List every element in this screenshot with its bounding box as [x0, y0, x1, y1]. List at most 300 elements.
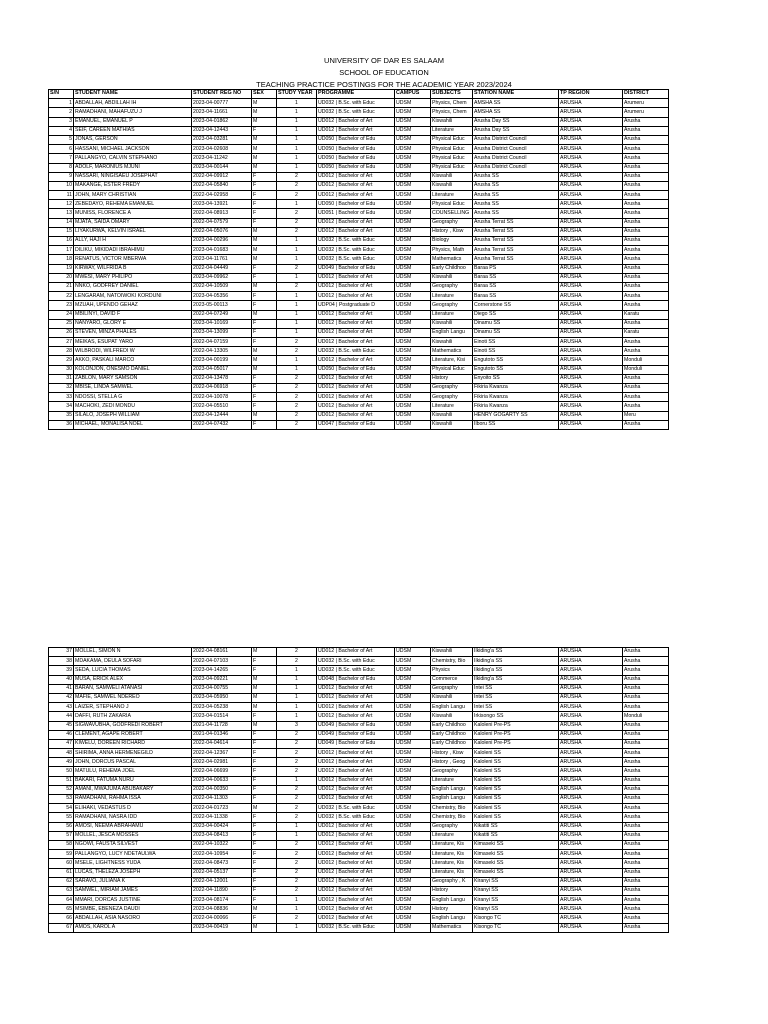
programme-cell: UD012 | Bachelor of Art: [317, 785, 395, 794]
sn-cell: 24: [49, 310, 74, 319]
district-cell: Arusha: [623, 923, 669, 932]
programme-cell: UD012 | Bachelor of Art: [317, 767, 395, 776]
programme-cell: UD012 | Bachelor of Art: [317, 227, 395, 236]
programme-cell: UD012 | Bachelor of Art: [317, 648, 395, 657]
student-name-cell: MMARI, DORCAS JUSTINE: [74, 896, 192, 905]
tp-region-cell: ARUSHA: [559, 914, 623, 923]
district-cell: Arusha: [623, 393, 669, 402]
table-row: [49, 749, 669, 758]
sex-cell: F: [252, 374, 277, 383]
subjects-cell: Geography: [431, 218, 473, 227]
table-row: [49, 831, 669, 840]
station-name-cell: Kaloleni SS: [473, 776, 559, 785]
campus-cell: UDSM: [395, 292, 431, 301]
student-name-cell: MATULU, REHEMA JOEL: [74, 767, 192, 776]
student-name-cell: SILALO, JOSEPH WILLIAM: [74, 411, 192, 420]
campus-cell: UDSM: [395, 420, 431, 429]
tp-region-cell: ARUSHA: [559, 877, 623, 886]
subjects-cell: Physical Educ: [431, 135, 473, 144]
sn-cell: 6: [49, 145, 74, 154]
study-year-cell: 2: [277, 648, 317, 657]
reg-no-cell: 2022-04-10078: [192, 393, 252, 402]
sn-cell: 18: [49, 255, 74, 264]
table-row: [49, 684, 669, 693]
campus-cell: UDSM: [395, 840, 431, 849]
sn-cell: 40: [49, 675, 74, 684]
sex-cell: M: [252, 117, 277, 126]
student-name-cell: MZUAH, UPENDO GEHAZ: [74, 301, 192, 310]
sex-cell: F: [252, 402, 277, 411]
reg-no-cell: 2022-04-04614: [192, 739, 252, 748]
student-name-cell: WILBRODI, WILFREDI W: [74, 347, 192, 356]
programme-cell: UD012 | Bachelor of Art: [317, 840, 395, 849]
programme-cell: UD051 | Bachelor of Edu: [317, 209, 395, 218]
station-name-cell: Cornerstone SS: [473, 301, 559, 310]
district-cell: Arusha: [623, 338, 669, 347]
programme-cell: UD012 | Bachelor of Art: [317, 282, 395, 291]
study-year-cell: 1: [277, 154, 317, 163]
tp-region-cell: ARUSHA: [559, 749, 623, 758]
student-name-cell: MACHOKI, ZEDI MONDU: [74, 402, 192, 411]
campus-cell: UDSM: [395, 328, 431, 337]
district-cell: Arusha: [623, 255, 669, 264]
district-cell: Arusha: [623, 264, 669, 273]
sn-cell: 27: [49, 338, 74, 347]
student-name-cell: MUSA, ERICK ALEX: [74, 675, 192, 684]
sex-cell: M: [252, 648, 277, 657]
study-year-cell: 1: [277, 365, 317, 374]
tp-region-cell: ARUSHA: [559, 776, 623, 785]
subjects-cell: Kiswahili: [431, 411, 473, 420]
station-name-cell: Ilkiding'a SS: [473, 657, 559, 666]
sex-cell: M: [252, 145, 277, 154]
subjects-cell: English Langu: [431, 795, 473, 804]
station-name-cell: Kaloleni Pre-PS: [473, 721, 559, 730]
station-name-cell: Fikiria Kwanza: [473, 393, 559, 402]
campus-cell: UDSM: [395, 813, 431, 822]
station-name-cell: Fikiria Kwanza: [473, 402, 559, 411]
study-year-cell: 2: [277, 338, 317, 347]
programme-cell: UD050 | Bachelor of Edu: [317, 200, 395, 209]
sex-cell: F: [252, 758, 277, 767]
programme-cell: UD012 | Bachelor of Art: [317, 822, 395, 831]
campus-cell: UDSM: [395, 145, 431, 154]
station-name-cell: Arusha SS: [473, 191, 559, 200]
sex-cell: F: [252, 273, 277, 282]
tp-region-cell: ARUSHA: [559, 356, 623, 365]
sn-cell: 53: [49, 795, 74, 804]
sn-cell: 16: [49, 237, 74, 246]
student-name-cell: RAMADHANI, MAHAFUZU J: [74, 108, 192, 117]
station-name-cell: Ilboru SS: [473, 420, 559, 429]
programme-cell: UD012 | Bachelor of Art: [317, 749, 395, 758]
district-cell: Arusha: [623, 703, 669, 712]
sex-cell: M: [252, 411, 277, 420]
student-name-cell: MUNISS, FLORENCE A: [74, 209, 192, 218]
programme-cell: UD012 | Bachelor of Art: [317, 684, 395, 693]
reg-no-cell: 2023-04-00777: [192, 99, 252, 108]
campus-cell: UDSM: [395, 739, 431, 748]
district-cell: Arusha: [623, 795, 669, 804]
student-name-cell: MDAKAMA, DEULA SOFARI: [74, 657, 192, 666]
table-row: [49, 730, 669, 739]
student-name-cell: SEDA, LUCIA THOMAS: [74, 666, 192, 675]
study-year-cell: 2: [277, 886, 317, 895]
student-name-cell: MAFIE, SAMWEL NDEREO: [74, 693, 192, 702]
station-name-cell: Kimaseki SS: [473, 840, 559, 849]
programme-cell: UD032 | B.Sc. with Educ: [317, 804, 395, 813]
reg-no-cell: 2022-04-01723: [192, 804, 252, 813]
reg-no-cell: 2023-04-00144: [192, 163, 252, 172]
programme-cell: UD012 | Bachelor of Art: [317, 356, 395, 365]
station-name-cell: Kiranyi SS: [473, 905, 559, 914]
study-year-cell: 1: [277, 666, 317, 675]
tp-region-cell: ARUSHA: [559, 648, 623, 657]
study-year-cell: 2: [277, 374, 317, 383]
district-cell: Monduli: [623, 712, 669, 721]
study-year-cell: 1: [277, 831, 317, 840]
sn-cell: 47: [49, 739, 74, 748]
subjects-cell: Literature: [431, 776, 473, 785]
table-row: [49, 813, 669, 822]
station-name-cell: Dinamu SS: [473, 319, 559, 328]
sex-cell: F: [252, 209, 277, 218]
sn-cell: 15: [49, 227, 74, 236]
programme-cell: UD050 | Bachelor of Edu: [317, 154, 395, 163]
table-row: [49, 200, 669, 209]
student-name-cell: LENGARAM, NATOIWOKI KORDUNI: [74, 292, 192, 301]
subjects-cell: English Langu: [431, 328, 473, 337]
subjects-cell: Early Childhoo: [431, 739, 473, 748]
sn-cell: 65: [49, 905, 74, 914]
table-row: [49, 785, 669, 794]
table-header-row: [49, 90, 669, 99]
reg-no-cell: 2022-04-05137: [192, 868, 252, 877]
reg-no-cell: 2022-04-04449: [192, 264, 252, 273]
sex-cell: F: [252, 730, 277, 739]
tp-region-cell: ARUSHA: [559, 218, 623, 227]
station-name-cell: Baraa SS: [473, 292, 559, 301]
reg-no-cell: 2022-04-12001: [192, 877, 252, 886]
subjects-cell: History , Kisw: [431, 749, 473, 758]
programme-cell: UD032 | B.Sc. with Educ: [317, 255, 395, 264]
study-year-cell: 2: [277, 739, 317, 748]
study-year-cell: 1: [277, 237, 317, 246]
student-name-cell: LIYAKURWA, KELVIN ISRAEL: [74, 227, 192, 236]
programme-cell: UD032 | B.Sc. with Educ: [317, 666, 395, 675]
campus-cell: UDSM: [395, 693, 431, 702]
table-row: [49, 859, 669, 868]
district-cell: Arusha: [623, 126, 669, 135]
sn-cell: 56: [49, 822, 74, 831]
subjects-cell: History , Kisw: [431, 227, 473, 236]
sn-cell: 38: [49, 657, 74, 666]
table-row: [49, 840, 669, 849]
sex-cell: M: [252, 237, 277, 246]
sn-cell: 8: [49, 163, 74, 172]
station-name-cell: Kikatiti SS: [473, 831, 559, 840]
subjects-cell: Early Childhoo: [431, 264, 473, 273]
sn-cell: 63: [49, 886, 74, 895]
table-row: [49, 292, 669, 301]
subjects-cell: Physical Educ: [431, 163, 473, 172]
sex-cell: M: [252, 684, 277, 693]
campus-cell: UDSM: [395, 347, 431, 356]
reg-no-cell: 2022-04-00066: [192, 914, 252, 923]
tp-region-cell: ARUSHA: [559, 795, 623, 804]
campus-cell: UDSM: [395, 648, 431, 657]
table-row: [49, 319, 669, 328]
tp-region-cell: ARUSHA: [559, 135, 623, 144]
campus-cell: UDSM: [395, 126, 431, 135]
table-row: [49, 301, 669, 310]
sn-cell: 2: [49, 108, 74, 117]
station-name-cell: Arusha District Council: [473, 154, 559, 163]
campus-cell: UDSM: [395, 831, 431, 840]
campus-cell: UDSM: [395, 319, 431, 328]
study-year-cell: 1: [277, 99, 317, 108]
reg-no-cell: 2023-04-05238: [192, 703, 252, 712]
programme-cell: UD012 | Bachelor of Art: [317, 384, 395, 393]
subjects-cell: Literature: [431, 191, 473, 200]
table-row: [49, 666, 669, 675]
station-name-cell: Arusha Terrat SS: [473, 246, 559, 255]
tp-region-cell: ARUSHA: [559, 684, 623, 693]
programme-cell: UD012 | Bachelor of Art: [317, 712, 395, 721]
station-name-cell: Kaloleni Pre-PS: [473, 730, 559, 739]
sex-cell: M: [252, 365, 277, 374]
table-row: [49, 420, 669, 429]
station-name-cell: Kaloleni Pre-PS: [473, 739, 559, 748]
programme-cell: UD012 | Bachelor of Art: [317, 795, 395, 804]
subjects-cell: Chemistry, Bio: [431, 657, 473, 666]
study-year-cell: 2: [277, 384, 317, 393]
sn-cell: 30: [49, 365, 74, 374]
programme-cell: UD050 | Bachelor of Edu: [317, 135, 395, 144]
table-row: [49, 135, 669, 144]
station-name-cell: Kiranyi SS: [473, 877, 559, 886]
table-row: [49, 227, 669, 236]
student-name-cell: PALLANGYO, LUCY NDETAULWA: [74, 850, 192, 859]
reg-no-cell: 2023-04-01862: [192, 117, 252, 126]
sex-cell: F: [252, 896, 277, 905]
study-year-cell: 2: [277, 804, 317, 813]
study-year-cell: 2: [277, 877, 317, 886]
study-year-cell: 1: [277, 693, 317, 702]
reg-no-cell: 2023-04-14265: [192, 666, 252, 675]
subjects-cell: Kiswahili: [431, 319, 473, 328]
programme-cell: UD012 | Bachelor of Art: [317, 868, 395, 877]
district-cell: Arusha: [623, 154, 669, 163]
tp-region-cell: ARUSHA: [559, 154, 623, 163]
district-cell: Arusha: [623, 831, 669, 840]
sn-cell: 64: [49, 896, 74, 905]
reg-no-cell: 2023-04-11242: [192, 154, 252, 163]
sn-cell: 61: [49, 868, 74, 877]
district-cell: Arusha: [623, 804, 669, 813]
sn-cell: 23: [49, 301, 74, 310]
sn-cell: 58: [49, 840, 74, 849]
sex-cell: F: [252, 126, 277, 135]
sn-cell: 9: [49, 172, 74, 181]
district-cell: Arusha: [623, 721, 669, 730]
campus-cell: UDSM: [395, 905, 431, 914]
station-name-cell: Irkisongo SS: [473, 712, 559, 721]
table-row: [49, 905, 669, 914]
subjects-cell: Commerce: [431, 675, 473, 684]
student-name-cell: DILIKU, MIKIDADI IBRAHIMU: [74, 246, 192, 255]
sex-cell: F: [252, 319, 277, 328]
sn-cell: 10: [49, 181, 74, 190]
subjects-cell: Early Childhoo: [431, 721, 473, 730]
programme-cell: UD012 | Bachelor of Art: [317, 319, 395, 328]
reg-no-cell: 2022-04-11303: [192, 795, 252, 804]
tp-region-cell: ARUSHA: [559, 896, 623, 905]
reg-no-cell: 2023-04-13921: [192, 200, 252, 209]
programme-cell: UD012 | Bachelor of Art: [317, 172, 395, 181]
district-cell: Arusha: [623, 117, 669, 126]
table-row: [49, 712, 669, 721]
sex-cell: F: [252, 822, 277, 831]
tp-region-cell: ARUSHA: [559, 255, 623, 264]
sex-cell: M: [252, 693, 277, 702]
sn-cell: 44: [49, 712, 74, 721]
reg-no-cell: 2023-04-11661: [192, 108, 252, 117]
campus-cell: UDSM: [395, 776, 431, 785]
reg-no-cell: 2023-04-12443: [192, 126, 252, 135]
district-cell: Arusha: [623, 859, 669, 868]
programme-cell: UD032 | B.Sc. with Educ: [317, 347, 395, 356]
study-year-cell: 1: [277, 923, 317, 932]
tp-region-cell: ARUSHA: [559, 420, 623, 429]
station-name-cell: Kimaseki SS: [473, 859, 559, 868]
station-name-cell: Kiranyi SS: [473, 896, 559, 905]
sex-cell: M: [252, 347, 277, 356]
sex-cell: F: [252, 172, 277, 181]
document-title: TEACHING PRACTICE POSTINGS FOR THE ACADEMIC YEAR 2023/2024: [256, 79, 512, 89]
student-name-cell: MSIMBE, EBENEZA DAUDI: [74, 905, 192, 914]
programme-cell: UD032 | B.Sc. with Educ: [317, 99, 395, 108]
study-year-cell: 2: [277, 795, 317, 804]
subjects-cell: Geography: [431, 301, 473, 310]
table-row: [49, 758, 669, 767]
reg-no-cell: 2021-04-11728: [192, 721, 252, 730]
study-year-cell: 2: [277, 730, 317, 739]
tp-region-cell: ARUSHA: [559, 365, 623, 374]
subjects-cell: Physics, Math: [431, 246, 473, 255]
subjects-cell: Literature: [431, 292, 473, 301]
reg-no-cell: 2022-04-08913: [192, 209, 252, 218]
sex-cell: F: [252, 886, 277, 895]
campus-cell: UDSM: [395, 154, 431, 163]
reg-no-cell: 2023-04-09221: [192, 675, 252, 684]
student-name-cell: MBILINYI, DAVID F: [74, 310, 192, 319]
study-year-cell: 2: [277, 868, 317, 877]
study-year-cell: 2: [277, 859, 317, 868]
sex-cell: M: [252, 703, 277, 712]
subjects-cell: Kiswahili: [431, 648, 473, 657]
table-body: [49, 648, 669, 933]
reg-no-cell: 2022-04-06699: [192, 767, 252, 776]
sex-cell: F: [252, 785, 277, 794]
student-name-cell: MOLLEL, JESCA MOSSES: [74, 831, 192, 840]
tp-region-cell: ARUSHA: [559, 785, 623, 794]
student-name-cell: NGOWI, FAUSTA SILVEST: [74, 840, 192, 849]
programme-cell: UD012 | Bachelor of Art: [317, 914, 395, 923]
table-row: [49, 868, 669, 877]
sex-cell: F: [252, 191, 277, 200]
table-row: [49, 255, 669, 264]
campus-cell: UDSM: [395, 191, 431, 200]
subjects-cell: Geography: [431, 393, 473, 402]
sn-cell: 3: [49, 117, 74, 126]
sn-cell: 12: [49, 200, 74, 209]
station-name-cell: Arusha SS: [473, 181, 559, 190]
programme-cell: UD012 | Bachelor of Art: [317, 402, 395, 411]
sn-cell: 19: [49, 264, 74, 273]
reg-no-cell: 2022-04-00350: [192, 785, 252, 794]
tp-region-cell: ARUSHA: [559, 730, 623, 739]
station-name-cell: Engutoto SS: [473, 365, 559, 374]
sn-cell: 62: [49, 877, 74, 886]
campus-cell: UDSM: [395, 703, 431, 712]
sn-cell: 51: [49, 776, 74, 785]
station-name-cell: Intei SS: [473, 684, 559, 693]
tp-region-cell: ARUSHA: [559, 117, 623, 126]
subjects-cell: Kiswahili: [431, 273, 473, 282]
study-year-cell: 1: [277, 117, 317, 126]
student-name-cell: LAIZER, STEPHANO J: [74, 703, 192, 712]
subjects-cell: Kiswahili: [431, 172, 473, 181]
district-cell: Arusha: [623, 191, 669, 200]
table-row: [49, 721, 669, 730]
campus-cell: UDSM: [395, 117, 431, 126]
campus-cell: UDSM: [395, 181, 431, 190]
reg-no-cell: 2022-04-07432: [192, 420, 252, 429]
programme-cell: UD012 | Bachelor of Art: [317, 877, 395, 886]
column-header: DISTRICT: [623, 90, 669, 99]
campus-cell: UDSM: [395, 712, 431, 721]
district-cell: Arusha: [623, 200, 669, 209]
reg-no-cell: 2022-04-10954: [192, 850, 252, 859]
sn-cell: 49: [49, 758, 74, 767]
student-name-cell: BARAN, SAMWELI ATANASI: [74, 684, 192, 693]
tp-region-cell: ARUSHA: [559, 905, 623, 914]
station-name-cell: Arusha District Council: [473, 163, 559, 172]
table-row: [49, 117, 669, 126]
subjects-cell: Physical Educ: [431, 365, 473, 374]
reg-no-cell: 2022-04-06918: [192, 384, 252, 393]
campus-cell: UDSM: [395, 730, 431, 739]
study-year-cell: 2: [277, 227, 317, 236]
sn-cell: 60: [49, 859, 74, 868]
tp-region-cell: ARUSHA: [559, 181, 623, 190]
column-header: S/N: [49, 90, 74, 99]
study-year-cell: 1: [277, 712, 317, 721]
subjects-cell: Physics: [431, 666, 473, 675]
programme-cell: UDP04 | Postgraduate D: [317, 301, 395, 310]
table-row: [49, 338, 669, 347]
sn-cell: 42: [49, 693, 74, 702]
reg-no-cell: 2023-04-02608: [192, 145, 252, 154]
programme-cell: UD050 | Bachelor of Edu: [317, 163, 395, 172]
study-year-cell: 2: [277, 264, 317, 273]
sn-cell: 25: [49, 319, 74, 328]
reg-no-cell: 2022-04-13478: [192, 374, 252, 383]
reg-no-cell: 2023-04-00633: [192, 776, 252, 785]
reg-no-cell: 2023-04-00419: [192, 923, 252, 932]
subjects-cell: Physics, Chem: [431, 108, 473, 117]
